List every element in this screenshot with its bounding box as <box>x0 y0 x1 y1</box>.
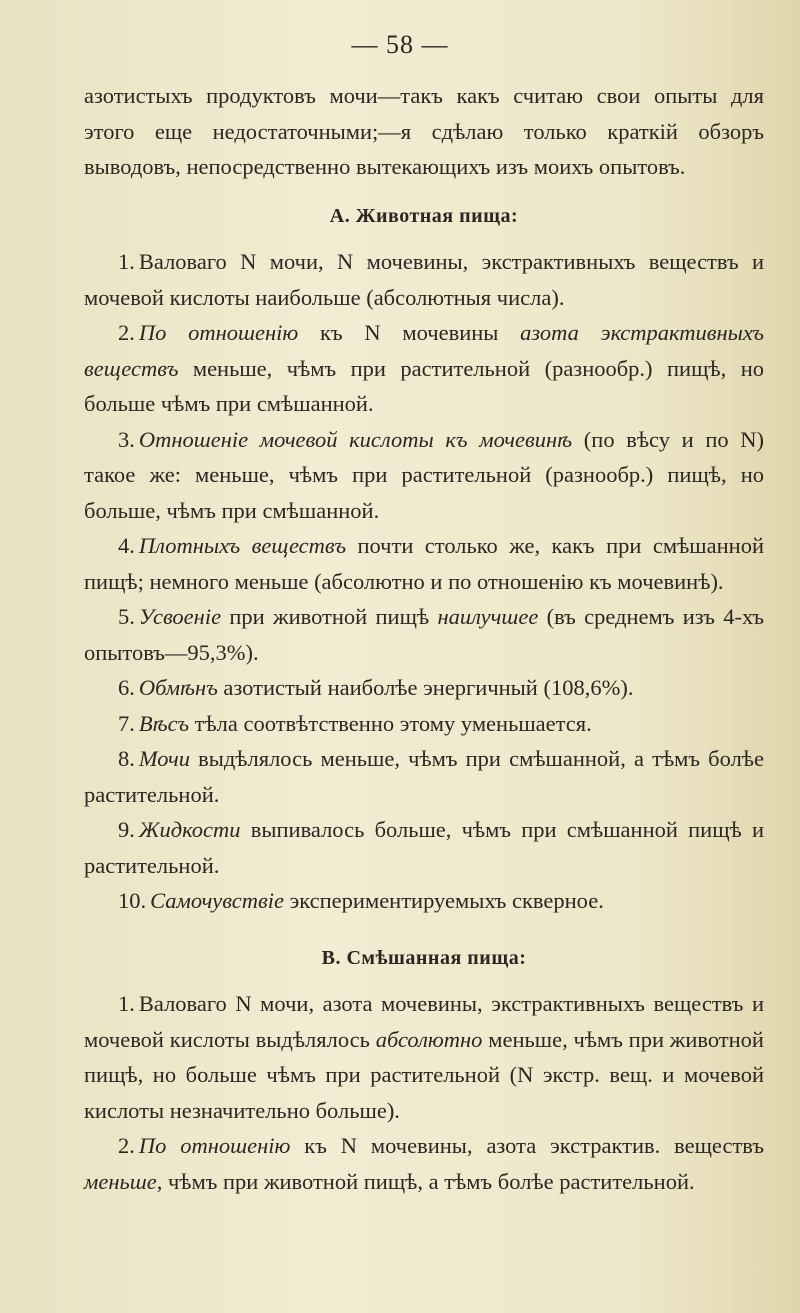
item-text: Валоваго N мочи, N мочевины, экстрактивныхъ веществъ и мочевой кислоты наибольше (абсолютныя числа). <box>84 249 764 310</box>
item-number: 2. <box>118 320 135 345</box>
section-a-item-9 <box>84 812 764 883</box>
emphasized-text: По отношенію <box>138 1133 291 1158</box>
section-a-item-5 <box>84 599 764 670</box>
emphasized-text: Жидкости <box>138 817 241 842</box>
item-text: меньше, чѣмъ при животной пищѣ, но больше чѣмъ при растительной (N экстр. вещ. и мочевой кислоты незначительно больше). <box>84 1026 764 1123</box>
section-b-item-1 <box>84 986 764 1128</box>
section-b-heading: В. Смѣшанная пища: <box>321 946 527 969</box>
item-number: 6. <box>118 675 135 700</box>
emphasized-text: азота экстрактивныхъ веществъ <box>84 320 764 381</box>
item-text: къ N мочевины, азота экстрактив. веществъ <box>290 1133 764 1158</box>
item-number: 2. <box>118 1133 135 1158</box>
page-number: — 58 — <box>351 30 449 59</box>
item-text: азотистый наиболѣе энергичный (108,6%). <box>217 675 634 700</box>
emphasized-text: Мочи <box>138 746 190 771</box>
intro-paragraph: азотистыхъ продуктовъ мочи—такъ какъ считаю свои опыты для этого еще недостаточными;—я сдѣлаю только краткій обзоръ выводовъ, непосредственно вытекающихъ изъ моихъ опытовъ. <box>84 83 764 179</box>
emphasized-text: Плотныхъ веществъ <box>138 533 347 558</box>
item-number: 4. <box>118 533 135 558</box>
section-b-list <box>84 986 764 1199</box>
item-text: (въ среднемъ изъ 4-хъ опытовъ—95,3%). <box>84 604 764 665</box>
item-number: 3. <box>118 426 135 452</box>
emphasized-text: меньше <box>84 1168 157 1194</box>
item-text: экспериментируемыхъ скверное. <box>284 888 604 913</box>
emphasized-text: Обмѣнъ <box>138 675 218 700</box>
item-number: 1. <box>118 249 135 274</box>
section-a-item-2 <box>84 315 764 422</box>
emphasized-text: Усвоеніе <box>138 604 222 629</box>
section-a-item-10 <box>84 883 764 919</box>
item-text: выдѣлялось меньше, чѣмъ при смѣшанной, а тѣмъ болѣе растительной. <box>84 746 764 807</box>
page-body <box>84 78 764 1199</box>
item-text: почти столько же, какъ при смѣшанной пищѣ; немного меньше (абсолютно и по отношенію къ мочевинѣ). <box>84 533 764 594</box>
item-text: меньше, чѣмъ при растительной (разнообр.) пищѣ, но больше чѣмъ при смѣшанной. <box>84 355 764 416</box>
section-a-list <box>84 244 764 919</box>
section-a-item-1 <box>84 244 764 315</box>
item-text: Валоваго N мочи, азота мочевины, экстрактивныхъ веществъ и мочевой кислоты выдѣлялось <box>84 991 764 1052</box>
item-number: 9. <box>118 817 135 842</box>
section-a-item-6 <box>84 670 764 706</box>
emphasized-text: Самочувствіе <box>150 888 284 913</box>
section-a-heading: А. Животная пища: <box>329 204 519 227</box>
section-b-item-2 <box>84 1128 764 1199</box>
item-number: 5. <box>118 604 135 629</box>
emphasized-text: По отношенію <box>138 320 299 345</box>
section-a-item-8 <box>84 741 764 812</box>
item-text: (по вѣсу и по N) такое же: меньше, чѣмъ при растительной (разнообр.) пищѣ, но больше, чѣмъ при смѣшанной. <box>84 426 764 523</box>
item-text: при животной пищѣ <box>221 604 438 629</box>
emphasized-text: абсолютно <box>375 1026 483 1052</box>
emphasized-text: Вѣсъ <box>138 710 189 736</box>
section-a-item-4 <box>84 528 764 599</box>
item-text: , чѣмъ при животной пищѣ, а тѣмъ болѣе растительной. <box>156 1168 695 1194</box>
emphasized-text: наилучшее <box>437 604 539 629</box>
emphasized-text: Отношеніе мочевой кислоты къ мочевинѣ <box>138 426 573 452</box>
item-number: 7. <box>118 710 135 736</box>
section-a-item-7 <box>84 706 764 742</box>
item-text: выпивалось больше, чѣмъ при смѣшанной пищѣ и растительной. <box>84 817 764 878</box>
item-text: къ N мочевины <box>298 320 521 345</box>
item-number: 1. <box>118 991 135 1016</box>
item-number: 8. <box>118 746 135 771</box>
section-a-item-3 <box>84 422 764 529</box>
item-number: 10. <box>118 888 147 913</box>
item-text: тѣла соотвѣтственно этому уменьшается. <box>189 710 592 736</box>
